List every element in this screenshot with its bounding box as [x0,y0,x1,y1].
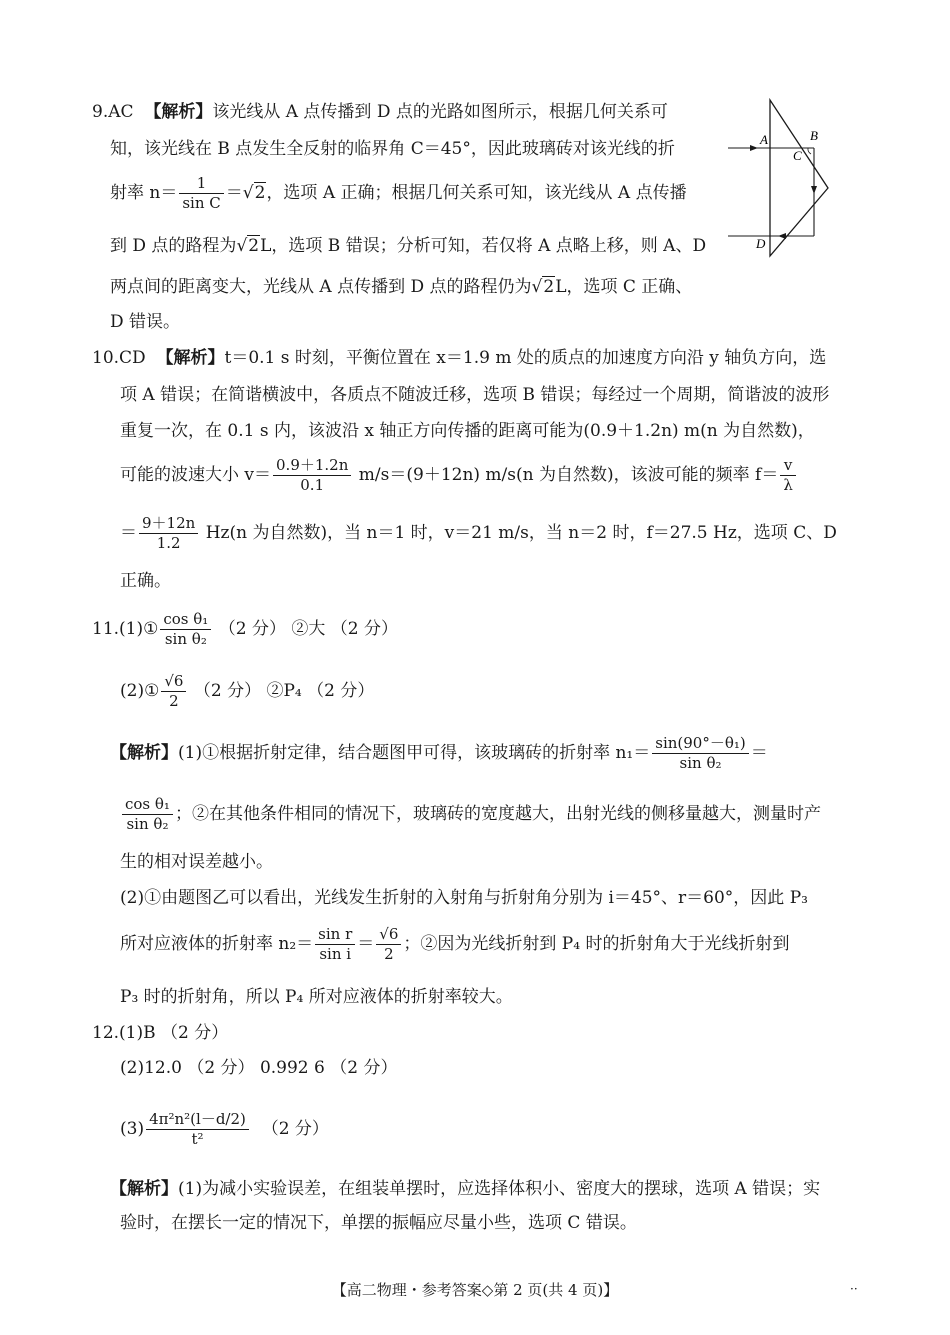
q9-frac-num: 1 [179,176,223,194]
q11-a1-post: （2 分） ②大 （2 分） [218,619,398,639]
q11-a1-num: cos θ₁ [160,612,211,630]
q9-fraction [179,176,223,211]
q11-answer-2 [120,674,374,709]
q11-explain-2 [120,797,821,832]
q10-line-4 [120,458,798,493]
q11-e5-num: sin r [315,927,355,945]
q11-number: 11. [92,619,120,639]
critical-angle-arc [808,148,811,154]
q12-a3-den: t² [191,1130,204,1148]
label-c: C [793,148,802,163]
q11-a2-post: （2 分） ②P₄ （2 分） [193,681,375,701]
q9-text-4b: L，选项 B 错误；分析可知，若仅将 A 点略上移，则 A、D [260,236,707,256]
q12-a3-pre: (3) [120,1119,145,1139]
q9-sqrt-3: √2 [531,277,555,297]
q10-fraction-1 [273,458,351,493]
label-a: A [760,132,768,147]
q12-a1: (1)B （2 分） [119,1023,229,1043]
q9-text-4a: 到 D 点的路程为 [110,236,237,256]
q9-text-5a: 两点间的距离变大，光线从 A 点传播到 D 点的路程仍为 [110,277,532,297]
q9-sqrt-1-rad: 2 [254,183,266,203]
q9-tag: 【解析】 [144,102,213,122]
q12-e2: 验时，在摆长一定的情况下，单摆的振幅应尽量小些，选项 C 错误。 [120,1213,637,1233]
q9-text-5b: L，选项 C 正确、 [555,277,693,297]
q11-e5-num2: √6 [376,927,401,945]
q11-e5-fraction-1 [315,927,355,962]
q11-explain-6 [120,989,513,1006]
q10-frac2-den: λ [783,476,793,494]
q11-a2-den: 2 [169,692,179,710]
q10-number: 10. [92,348,120,368]
q11-e2-den: sin θ₂ [126,815,169,833]
q11-e5-fraction-2 [376,927,401,962]
q10-line-2 [120,387,829,404]
q11-e2-fraction [122,797,173,832]
q12-answer-3 [120,1112,329,1147]
q9-text-2: 知，该光线在 B 点发生全反射的临界角 C＝45°，因此玻璃砖对该光线的折 [110,139,675,159]
q12-tag: 【解析】 [110,1179,178,1199]
q11-a1-fraction [160,612,211,647]
q11-a2-pre: (2)① [120,681,160,701]
q12-a3-post: （2 分） [261,1119,329,1139]
q11-e5-den2: 2 [384,945,394,963]
q12-e1: (1)为减小实验误差，在组装单摆时，应选择体积小、密度大的摆球，选项 A 错误；实 [178,1179,821,1199]
q11-explain-3 [120,854,273,871]
q11-e1-pre: (1)①根据折射定律，结合题图甲可得，该玻璃砖的折射率 n₁＝ [178,743,651,763]
q10-frac1-num: 0.9＋1.2n [273,458,351,476]
q9-line-5 [110,279,692,296]
reflected-ray-arrow [811,186,817,194]
q11-a2-fraction [161,674,186,709]
q12-number: 12. [92,1023,120,1043]
exit-ray-arrow [778,233,786,239]
q10-answer: CD [119,348,146,368]
q11-e5-pre: 所对应液体的折射率 n₂＝ [120,934,314,954]
q11-e1-fraction [652,736,749,771]
q11-e5-post: ；②因为光线折射到 P₄ 时的折射角大于光线折射到 [403,934,790,954]
q10-text-5b: Hz(n 为自然数)，当 n＝1 时，v＝21 m/s，当 n＝2 时，f＝27.5 Hz，选项 C、D [200,523,837,543]
q10-fraction-2 [780,458,796,493]
q10-fraction-3 [139,516,198,551]
prism-outline [770,100,828,256]
q10-text-3: 重复一次，在 0.1 s 内，该波沿 x 轴正方向传播的距离可能为(0.9＋1.2n) m(n 为自然数)， [120,421,815,441]
q12-answer-2 [120,1060,397,1077]
q12-a3-fraction [146,1112,249,1147]
q11-e6: P₃ 时的折射角，所以 P₄ 所对应液体的折射率较大。 [120,987,513,1007]
page-footer: 【高二物理・参考答案◇第 2 页(共 4 页)】 [331,1281,619,1299]
q11-e1-post: ＝ [750,743,768,763]
q10-text-4b: m/s＝(9＋12n) m/s(n 为自然数)，该波可能的频率 f＝ [353,465,779,485]
q11-a2-num: √6 [161,674,186,692]
q10-text-4a: 可能的波速大小 v＝ [120,465,272,485]
q9-frac-den: sin C [182,194,221,212]
q11-explain-5 [120,927,789,962]
q12-answer-1 [92,1025,228,1042]
q11-answer-1 [92,612,398,647]
q12-a2: (2)12.0 （2 分） 0.992 6 （2 分） [120,1058,398,1078]
q11-e3: 生的相对误差越小。 [120,852,273,872]
q10-frac3-num: 9＋12n [139,516,198,534]
q11-e1-num: sin(90°－θ₁) [652,736,749,754]
q10-frac2-num: v [780,458,796,476]
q9-text-6: D 错误。 [110,312,181,332]
q11-tag: 【解析】 [110,743,178,763]
q11-e1-den: sin θ₂ [679,754,722,772]
q11-e4: (2)①由题图乙可以看出，光线发生折射的入射角与折射角分别为 i＝45°、r＝60°，因此 P₃ [120,888,808,908]
q9-line-4 [110,238,706,255]
q10-frac1-den: 0.1 [300,476,325,494]
q9-sqrt-1: √2 [242,183,266,203]
q12-explain-1 [110,1181,820,1198]
q10-text-2: 项 A 错误；在简谐横波中，各质点不随波迁移，选项 B 错误；每经过一个周期，简谐波的波形 [120,385,830,405]
prism-light-path-diagram [728,98,830,258]
q9-line-2 [110,141,675,158]
q11-e5-eq: ＝ [357,934,375,954]
label-d: D [756,236,766,251]
q9-line-1 [92,104,668,121]
q10-text-1: t＝0.1 s 时刻，平衡位置在 x＝1.9 m 处的质点的加速度方向沿 y 轴负方向，选 [224,348,827,368]
q9-text-1: 该光线从 A 点传播到 D 点的光路如图所示，根据几何关系可 [212,102,668,122]
q10-text-6: 正确。 [120,571,171,591]
q10-line-1 [92,350,826,367]
q11-a1-den: sin θ₂ [164,630,207,648]
q9-eq: ＝ [225,183,243,203]
q10-line-3 [120,423,815,440]
incident-ray-arrow [750,145,758,151]
q10-frac3-den: 1.2 [156,534,181,552]
q9-sqrt-2: √2 [236,236,260,256]
q11-a1-pre: (1)① [119,619,159,639]
q9-number: 9. [92,102,109,122]
q11-explain-4 [120,890,808,907]
q10-text-5a: ＝ [120,523,137,543]
q11-e2-post: ；②在其他条件相同的情况下，玻璃砖的宽度越大，出射光线的侧移量越大，测量时产 [174,804,821,824]
q11-explain-1 [110,736,768,771]
q10-line-5 [120,516,837,551]
q9-sqrt-3-rad: 2 [543,277,555,297]
q9-text-3b: ，选项 A 正确；根据几何关系可知，该光线从 A 点传播 [266,183,687,203]
q10-line-6 [120,573,171,590]
q10-tag: 【解析】 [156,348,225,368]
q11-e2-num: cos θ₁ [122,797,173,815]
q11-e5-den: sin i [319,945,352,963]
corner-mark: ·· [850,1282,858,1296]
q9-line-6 [110,314,180,331]
q9-sqrt-2-rad: 2 [248,236,260,256]
q12-a3-num: 4π²n²(l－d/2) [146,1112,249,1130]
q12-explain-2 [120,1215,637,1232]
label-b: B [810,128,818,143]
q9-answer: AC [108,102,134,122]
q9-text-3a: 射率 n＝ [110,183,178,203]
q9-line-3 [110,176,687,211]
